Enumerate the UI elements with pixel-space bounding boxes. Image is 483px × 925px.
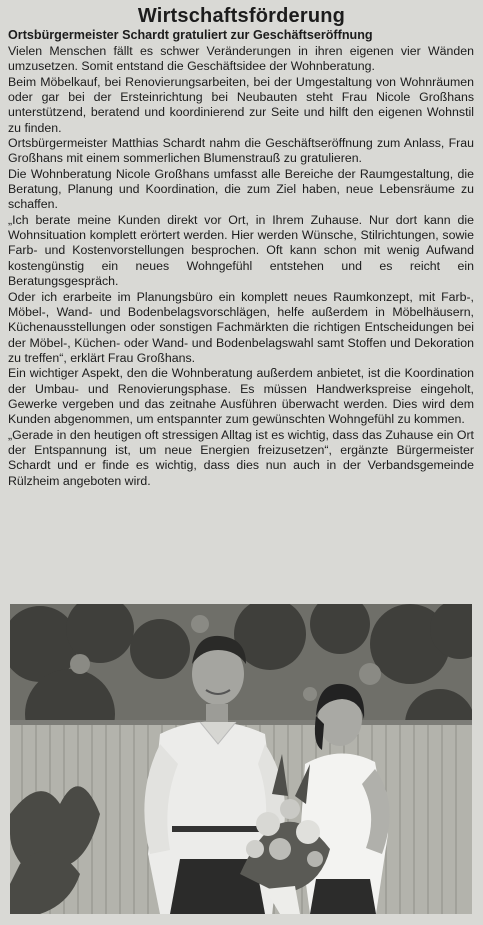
article-photo [10,604,472,914]
article-subtitle: Ortsbürgermeister Schardt gratuliert zur Geschäftseröffnung [8,28,373,42]
article-paragraph: Oder ich erarbeite im Planungsbüro ein komplett neues Raumkonzept, mit Farb-, Möbel-, Wand- und Bodenbelagsvorschlägen, helfe außerdem in Möbelhäusern, Küchenausstellungen oder sonstigen Fachmärkten die richtigen Entscheidungen bei der Möbel-, Küchen- oder Wand- und Bodenbelagswahl samt Stoffen und Dekoration zu treffen“, erklärt Frau Großhans. [8,289,474,365]
article-body [8,44,474,489]
article-title: Wirtschaftsförderung [137,5,346,27]
article-paragraph: Beim Möbelkauf, bei Renovierungsarbeiten, bei der Umgestaltung von Wohnräumen oder gar bei der Ersteinrichtung bei Neubauten steht Frau Nicole Großhans unterstützend, beratend und koordinierend zur Seite und hilft den eigenen Wohnstil zu finden. [8,74,474,135]
article-paragraph: Die Wohnberatung Nicole Großhans umfasst alle Bereiche der Raumgestaltung, die Beratung, Planung und Koordination, die zum Ziel haben, neue Lebensräume zu schaffen. [8,166,474,212]
article-paragraph: „Ich berate meine Kunden direkt vor Ort, in Ihrem Zuhause. Nur dort kann die Wohnsituation komplett erörtert werden. Hier werden Wünsche, Stilrichtungen, sowie Farb- und Kostenvorstellungen besprochen. Oft kann schon mit wenig Aufwand kostengünstig ein neues Wohngefühl entstehen und es reicht ein Beratungsgespräch. [8,212,474,289]
article-paragraph: Ein wichtiger Aspekt, den die Wohnberatung außerdem anbietet, ist die Koordination der Umbau- und Renovierungsphase. Es müssen Handwerkspreise eingeholt, Gewerke vergeben und das zeitnahe Ausführen überwacht werden. Dies wird dem Kunden abgenommen, um entspannter zum gewünschten Wohngefühl zu kommen. [8,366,474,427]
article-paragraph: „Gerade in den heutigen oft stressigen Alltag ist es wichtig, dass das Zuhause ein Ort der Entspannung ist, um neue Energien freizusetzen“, ergänzte Bürgermeister Schardt und er finde es wichtig, dass dies nun auch in der Verbandsgemeinde Rülzheim angeboten wird. [8,427,474,488]
article-paragraph: Vielen Menschen fällt es schwer Veränderungen in ihren eigenen vier Wänden umzusetzen. Somit entstand die Geschäftsidee der Wohnberatung. [8,44,474,74]
article-paragraph: Ortsbürgermeister Matthias Schardt nahm die Geschäftseröffnung zum Anlass, Frau Großhans mit einem sommerlichen Blumenstrauß zu gratulieren. [8,136,474,166]
